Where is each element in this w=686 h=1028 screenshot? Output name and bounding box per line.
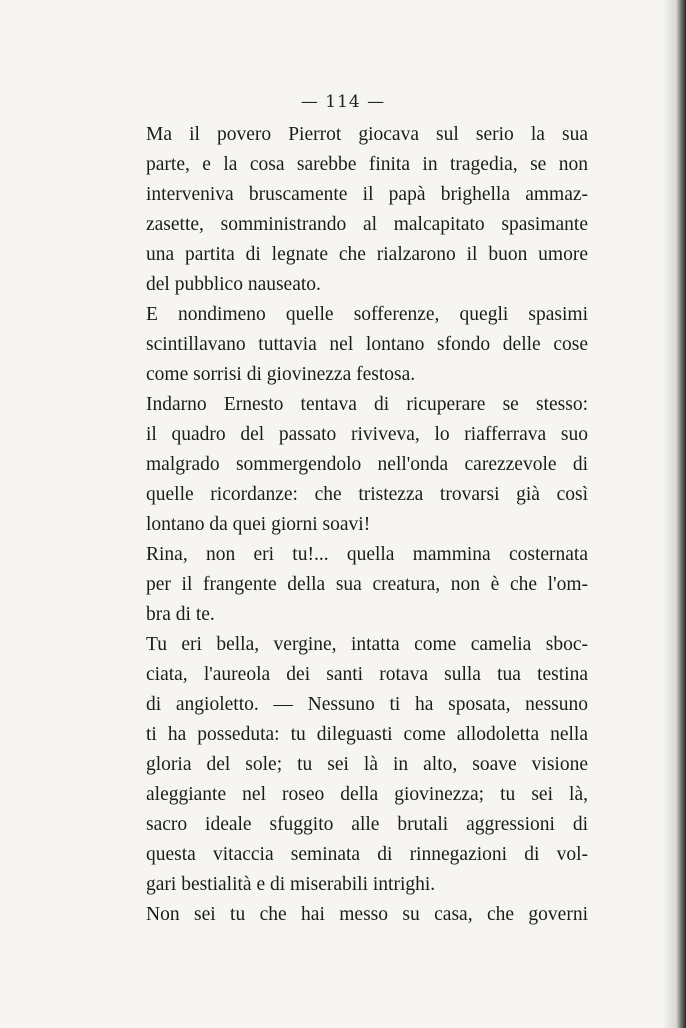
text-line: una partita di legnate che rialzarono il buon umore — [146, 244, 588, 265]
text-line: del pubblico nauseato. — [146, 274, 321, 295]
text-line: zasette, somministrando al malcapitato spasimante — [146, 214, 588, 235]
text-line: sacro ideale sfuggito alle brutali aggressioni di — [146, 814, 588, 835]
text-line: scintillavano tuttavia nel lontano sfondo delle cose — [146, 334, 588, 355]
text-line: Non sei tu che hai messo su casa, che governi — [146, 904, 588, 925]
text-line: malgrado sommergendolo nell'onda carezzevole di — [146, 454, 588, 475]
text-line: ciata, l'aureola dei santi rotava sulla tua testina — [146, 664, 588, 685]
text-line: Tu eri bella, vergine, intatta come camelia sboc- — [146, 634, 588, 655]
text-line: aleggiante nel roseo della giovinezza; tu sei là, — [146, 784, 588, 805]
text-line: E nondimeno quelle sofferenze, quegli spasimi — [146, 304, 588, 325]
text-line: per il frangente della sua creatura, non è che l'om- — [146, 574, 588, 595]
page-edge-shadow — [664, 0, 686, 1028]
text-line: gari bestialità e di miserabili intrighi. — [146, 874, 436, 895]
text-line: parte, e la cosa sarebbe finita in tragedia, se non — [146, 154, 588, 175]
text-line: come sorrisi di giovinezza festosa. — [146, 364, 416, 385]
text-line: lontano da quei giorni soavi! — [146, 514, 371, 535]
text-line: questa vitaccia seminata di rinnegazioni di vol- — [146, 844, 588, 865]
text-line: quelle ricordanze: che tristezza trovarsi già così — [146, 484, 588, 505]
text-line: interveniva bruscamente il papà brighella ammaz- — [146, 184, 588, 205]
text-line: bra di te. — [146, 604, 215, 625]
text-line: Indarno Ernesto tentava di ricuperare se stesso: — [146, 394, 588, 415]
text-line: Ma il povero Pierrot giocava sul serio la sua — [146, 124, 588, 145]
text-line: il quadro del passato riviveva, lo riafferrava suo — [146, 424, 588, 445]
body-text — [146, 120, 588, 930]
text-line: ti ha posseduta: tu dileguasti come allodoletta nella — [146, 724, 588, 745]
text-line: Rina, non eri tu!... quella mammina costernata — [146, 544, 588, 565]
text-line: di angioletto. — Nessuno ti ha sposata, nessuno — [146, 694, 588, 715]
text-line: gloria del sole; tu sei là in alto, soave visione — [146, 754, 588, 775]
page-number: — 114 — — [300, 92, 386, 112]
